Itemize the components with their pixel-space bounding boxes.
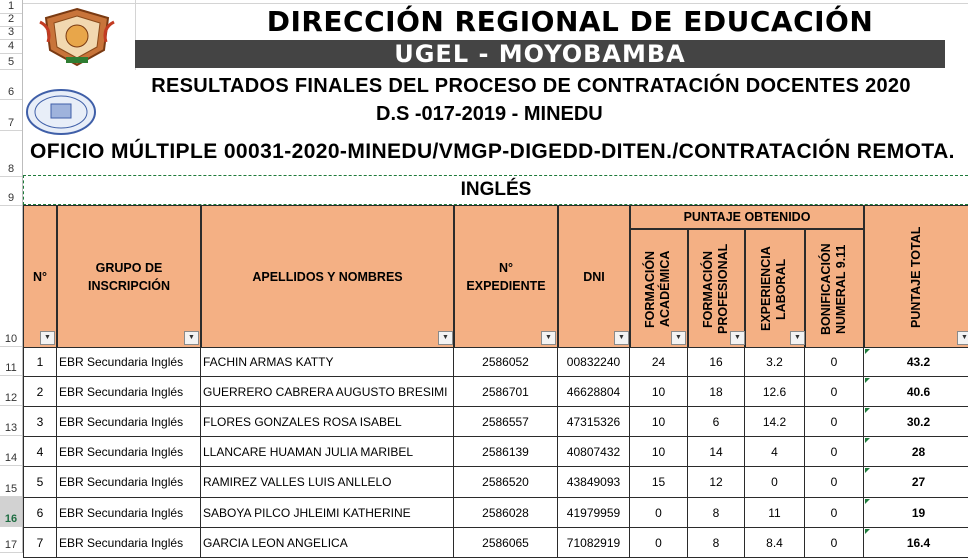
filter-dropdown-button[interactable] xyxy=(790,331,805,345)
dropdown-arrow-icon: ▼ xyxy=(734,334,741,341)
cell-acad[interactable]: 0 xyxy=(630,498,688,528)
row-header-2[interactable]: 2 xyxy=(0,14,22,27)
org-title: DIRECCIÓN REGIONAL DE EDUCACIÓN xyxy=(266,5,874,38)
regional-crest-logo xyxy=(38,6,116,68)
cell-name[interactable]: FACHIN ARMAS KATTY xyxy=(201,348,454,377)
cell-dni[interactable]: 71082919 xyxy=(558,528,630,558)
cell-n[interactable]: 1 xyxy=(23,348,57,377)
cell-exp[interactable]: 2586557 xyxy=(454,407,558,437)
col-academica: FORMACIÓN ACADÉMICA xyxy=(630,229,688,348)
cell-name[interactable]: GUERRERO CABRERA AUGUSTO BRESIMI xyxy=(201,377,454,407)
table-row[interactable] xyxy=(23,437,968,467)
row-header-4[interactable]: 4 xyxy=(0,40,22,54)
col-names: APELLIDOS Y NOMBRES xyxy=(201,205,454,348)
cell-n[interactable]: 6 xyxy=(23,498,57,528)
row-header-8[interactable]: 8 xyxy=(0,131,22,177)
cell-name[interactable]: LLANCARE HUAMAN JULIA MARIBEL xyxy=(201,437,454,467)
filter-dropdown-button[interactable] xyxy=(671,331,686,345)
cell-bon[interactable]: 0 xyxy=(805,377,864,407)
table-row[interactable] xyxy=(23,498,968,528)
cell-dni[interactable]: 43849093 xyxy=(558,467,630,498)
cell-group[interactable]: EBR Secundaria Inglés xyxy=(57,437,201,467)
row-header-11[interactable]: 11 xyxy=(0,347,22,376)
subject-row[interactable] xyxy=(23,175,968,205)
cell-lab[interactable]: 0 xyxy=(745,467,805,498)
cell-dni[interactable]: 40807432 xyxy=(558,437,630,467)
subject-title: INGLÉS xyxy=(460,179,532,200)
cell-exp[interactable]: 2586052 xyxy=(454,348,558,377)
cell-acad[interactable]: 10 xyxy=(630,407,688,437)
dropdown-arrow-icon: ▼ xyxy=(618,334,625,341)
cell-total[interactable]: 28 xyxy=(864,437,968,467)
cell-prof[interactable]: 8 xyxy=(688,528,745,558)
filter-dropdown-button[interactable] xyxy=(730,331,745,345)
cell-acad[interactable]: 10 xyxy=(630,377,688,407)
error-indicator-icon xyxy=(865,378,870,383)
results-title: RESULTADOS FINALES DEL PROCESO DE CONTRATACIÓN DOCENTES 2020 xyxy=(151,75,911,97)
cell-lab[interactable]: 12.6 xyxy=(745,377,805,407)
cell-n[interactable]: 4 xyxy=(23,437,57,467)
dropdown-arrow-icon: ▼ xyxy=(675,334,682,341)
row-header-6[interactable]: 6 xyxy=(0,70,22,100)
grid-top xyxy=(23,0,968,4)
row-header-17[interactable]: 17 xyxy=(0,527,22,553)
row-header-7[interactable]: 7 xyxy=(0,100,22,131)
cell-lab[interactable]: 8.4 xyxy=(745,528,805,558)
error-indicator-icon xyxy=(865,529,870,534)
error-indicator-icon xyxy=(865,468,870,473)
col-profesional: FORMACIÓN PROFESIONAL xyxy=(688,229,745,348)
cell-prof[interactable]: 12 xyxy=(688,467,745,498)
cell-exp[interactable]: 2586520 xyxy=(454,467,558,498)
cell-exp[interactable]: 2586701 xyxy=(454,377,558,407)
cell-name[interactable]: RAMIREZ VALLES LUIS ANLLELO xyxy=(201,467,454,498)
col-score-group: PUNTAJE OBTENIDO xyxy=(630,205,864,229)
cell-name[interactable]: FLORES GONZALES ROSA ISABEL xyxy=(201,407,454,437)
decree-label: D.S -017-2019 - MINEDU xyxy=(376,103,603,125)
cell-acad[interactable]: 0 xyxy=(630,528,688,558)
cell-total[interactable]: 30.2 xyxy=(864,407,968,437)
cell-dni[interactable]: 00832240 xyxy=(558,348,630,377)
row-header-15[interactable]: 15 xyxy=(0,466,22,497)
row-header-16[interactable]: 16 xyxy=(0,497,22,527)
cell-total[interactable]: 16.4 xyxy=(864,528,968,558)
filter-dropdown-button[interactable] xyxy=(957,331,968,345)
cell-total[interactable]: 40.6 xyxy=(864,377,968,407)
dropdown-arrow-icon: ▼ xyxy=(961,334,968,341)
row-header-10[interactable]: 10 xyxy=(0,206,22,347)
filter-dropdown-button[interactable] xyxy=(614,331,629,345)
cell-lab[interactable]: 3.2 xyxy=(745,348,805,377)
col-total: PUNTAJE TOTAL xyxy=(864,205,968,348)
dropdown-arrow-icon: ▼ xyxy=(442,334,449,341)
cell-dni[interactable]: 47315326 xyxy=(558,407,630,437)
col-dni: DNI xyxy=(558,205,630,348)
table-row[interactable] xyxy=(23,348,968,377)
col-laboral: EXPERIENCIA LABORAL xyxy=(745,229,805,348)
row-header-14[interactable]: 14 xyxy=(0,436,22,466)
cell-acad[interactable]: 15 xyxy=(630,467,688,498)
row-header-13[interactable]: 13 xyxy=(0,406,22,436)
cell-group[interactable]: EBR Secundaria Inglés xyxy=(57,407,201,437)
dropdown-arrow-icon: ▼ xyxy=(188,334,195,341)
cell-n[interactable]: 3 xyxy=(23,407,57,437)
cell-prof[interactable]: 18 xyxy=(688,377,745,407)
filter-dropdown-button[interactable] xyxy=(40,331,55,345)
cell-group[interactable]: EBR Secundaria Inglés xyxy=(57,348,201,377)
cell-group[interactable]: EBR Secundaria Inglés xyxy=(57,498,201,528)
row-header-12[interactable]: 12 xyxy=(0,376,22,406)
col-group: GRUPO DE INSCRIPCIÓN xyxy=(57,205,201,348)
filter-dropdown-button[interactable] xyxy=(438,331,453,345)
table-header xyxy=(23,205,968,348)
dropdown-arrow-icon: ▼ xyxy=(794,334,801,341)
cell-bon[interactable]: 0 xyxy=(805,528,864,558)
table-row[interactable] xyxy=(23,467,968,498)
cell-dni[interactable]: 46628804 xyxy=(558,377,630,407)
cell-total[interactable]: 43.2 xyxy=(864,348,968,377)
cell-name[interactable]: SABOYA PILCO JHLEIMI KATHERINE xyxy=(201,498,454,528)
cell-bon[interactable]: 0 xyxy=(805,407,864,437)
row-header-3[interactable]: 3 xyxy=(0,27,22,40)
dropdown-arrow-icon: ▼ xyxy=(545,334,552,341)
cell-exp[interactable]: 2586065 xyxy=(454,528,558,558)
table-row[interactable] xyxy=(23,407,968,437)
row-header-5[interactable]: 5 xyxy=(0,54,22,70)
cell-exp[interactable]: 2586139 xyxy=(454,437,558,467)
dropdown-arrow-icon: ▼ xyxy=(44,334,51,341)
cell-acad[interactable]: 24 xyxy=(630,348,688,377)
cell-name[interactable]: GARCIA LEON ANGELICA xyxy=(201,528,454,558)
cell-exp[interactable]: 2586028 xyxy=(454,498,558,528)
filter-dropdown-button[interactable] xyxy=(184,331,199,345)
cell-bon[interactable]: 0 xyxy=(805,437,864,467)
col-num: N° xyxy=(23,205,57,348)
error-indicator-icon xyxy=(865,499,870,504)
cell-n[interactable]: 5 xyxy=(23,467,57,498)
cell-lab[interactable]: 4 xyxy=(745,437,805,467)
cell-group[interactable]: EBR Secundaria Inglés xyxy=(57,528,201,558)
cell-bon[interactable]: 0 xyxy=(805,498,864,528)
cell-prof[interactable]: 6 xyxy=(688,407,745,437)
cell-prof[interactable]: 14 xyxy=(688,437,745,467)
cell-group[interactable]: EBR Secundaria Inglés xyxy=(57,467,201,498)
row-header-9[interactable]: 9 xyxy=(0,177,22,206)
col-bonificacion: BONIFICACIÓN NUMERAL 9.11 xyxy=(805,229,864,348)
cell-lab[interactable]: 14.2 xyxy=(745,407,805,437)
cell-prof[interactable]: 16 xyxy=(688,348,745,377)
filter-dropdown-button[interactable] xyxy=(541,331,556,345)
cell-total[interactable]: 19 xyxy=(864,498,968,528)
row-header-column xyxy=(0,0,23,553)
table-row[interactable] xyxy=(23,528,968,558)
ugel-banner: UGEL - MOYOBAMBA xyxy=(135,40,945,68)
error-indicator-icon xyxy=(865,408,870,413)
row-header-1[interactable]: 1 xyxy=(0,0,22,14)
cell-lab[interactable]: 11 xyxy=(745,498,805,528)
cell-prof[interactable]: 8 xyxy=(688,498,745,528)
cell-n[interactable]: 7 xyxy=(23,528,57,558)
cell-n[interactable]: 2 xyxy=(23,377,57,407)
ugel-seal-logo xyxy=(25,88,97,136)
cell-dni[interactable]: 41979959 xyxy=(558,498,630,528)
oficio-label: OFICIO MÚLTIPLE 00031-2020-MINEDU/VMGP-DIGEDD-DITEN./CONTRATACIÓN REMOTA. xyxy=(30,140,955,163)
error-indicator-icon xyxy=(865,438,870,443)
col-expediente: N° EXPEDIENTE xyxy=(454,205,558,348)
cell-acad[interactable]: 10 xyxy=(630,437,688,467)
cell-group[interactable]: EBR Secundaria Inglés xyxy=(57,377,201,407)
cell-bon[interactable]: 0 xyxy=(805,467,864,498)
table-row[interactable] xyxy=(23,377,968,407)
error-indicator-icon xyxy=(865,349,870,354)
cell-bon[interactable]: 0 xyxy=(805,348,864,377)
table-body xyxy=(23,348,968,553)
cell-total[interactable]: 27 xyxy=(864,467,968,498)
